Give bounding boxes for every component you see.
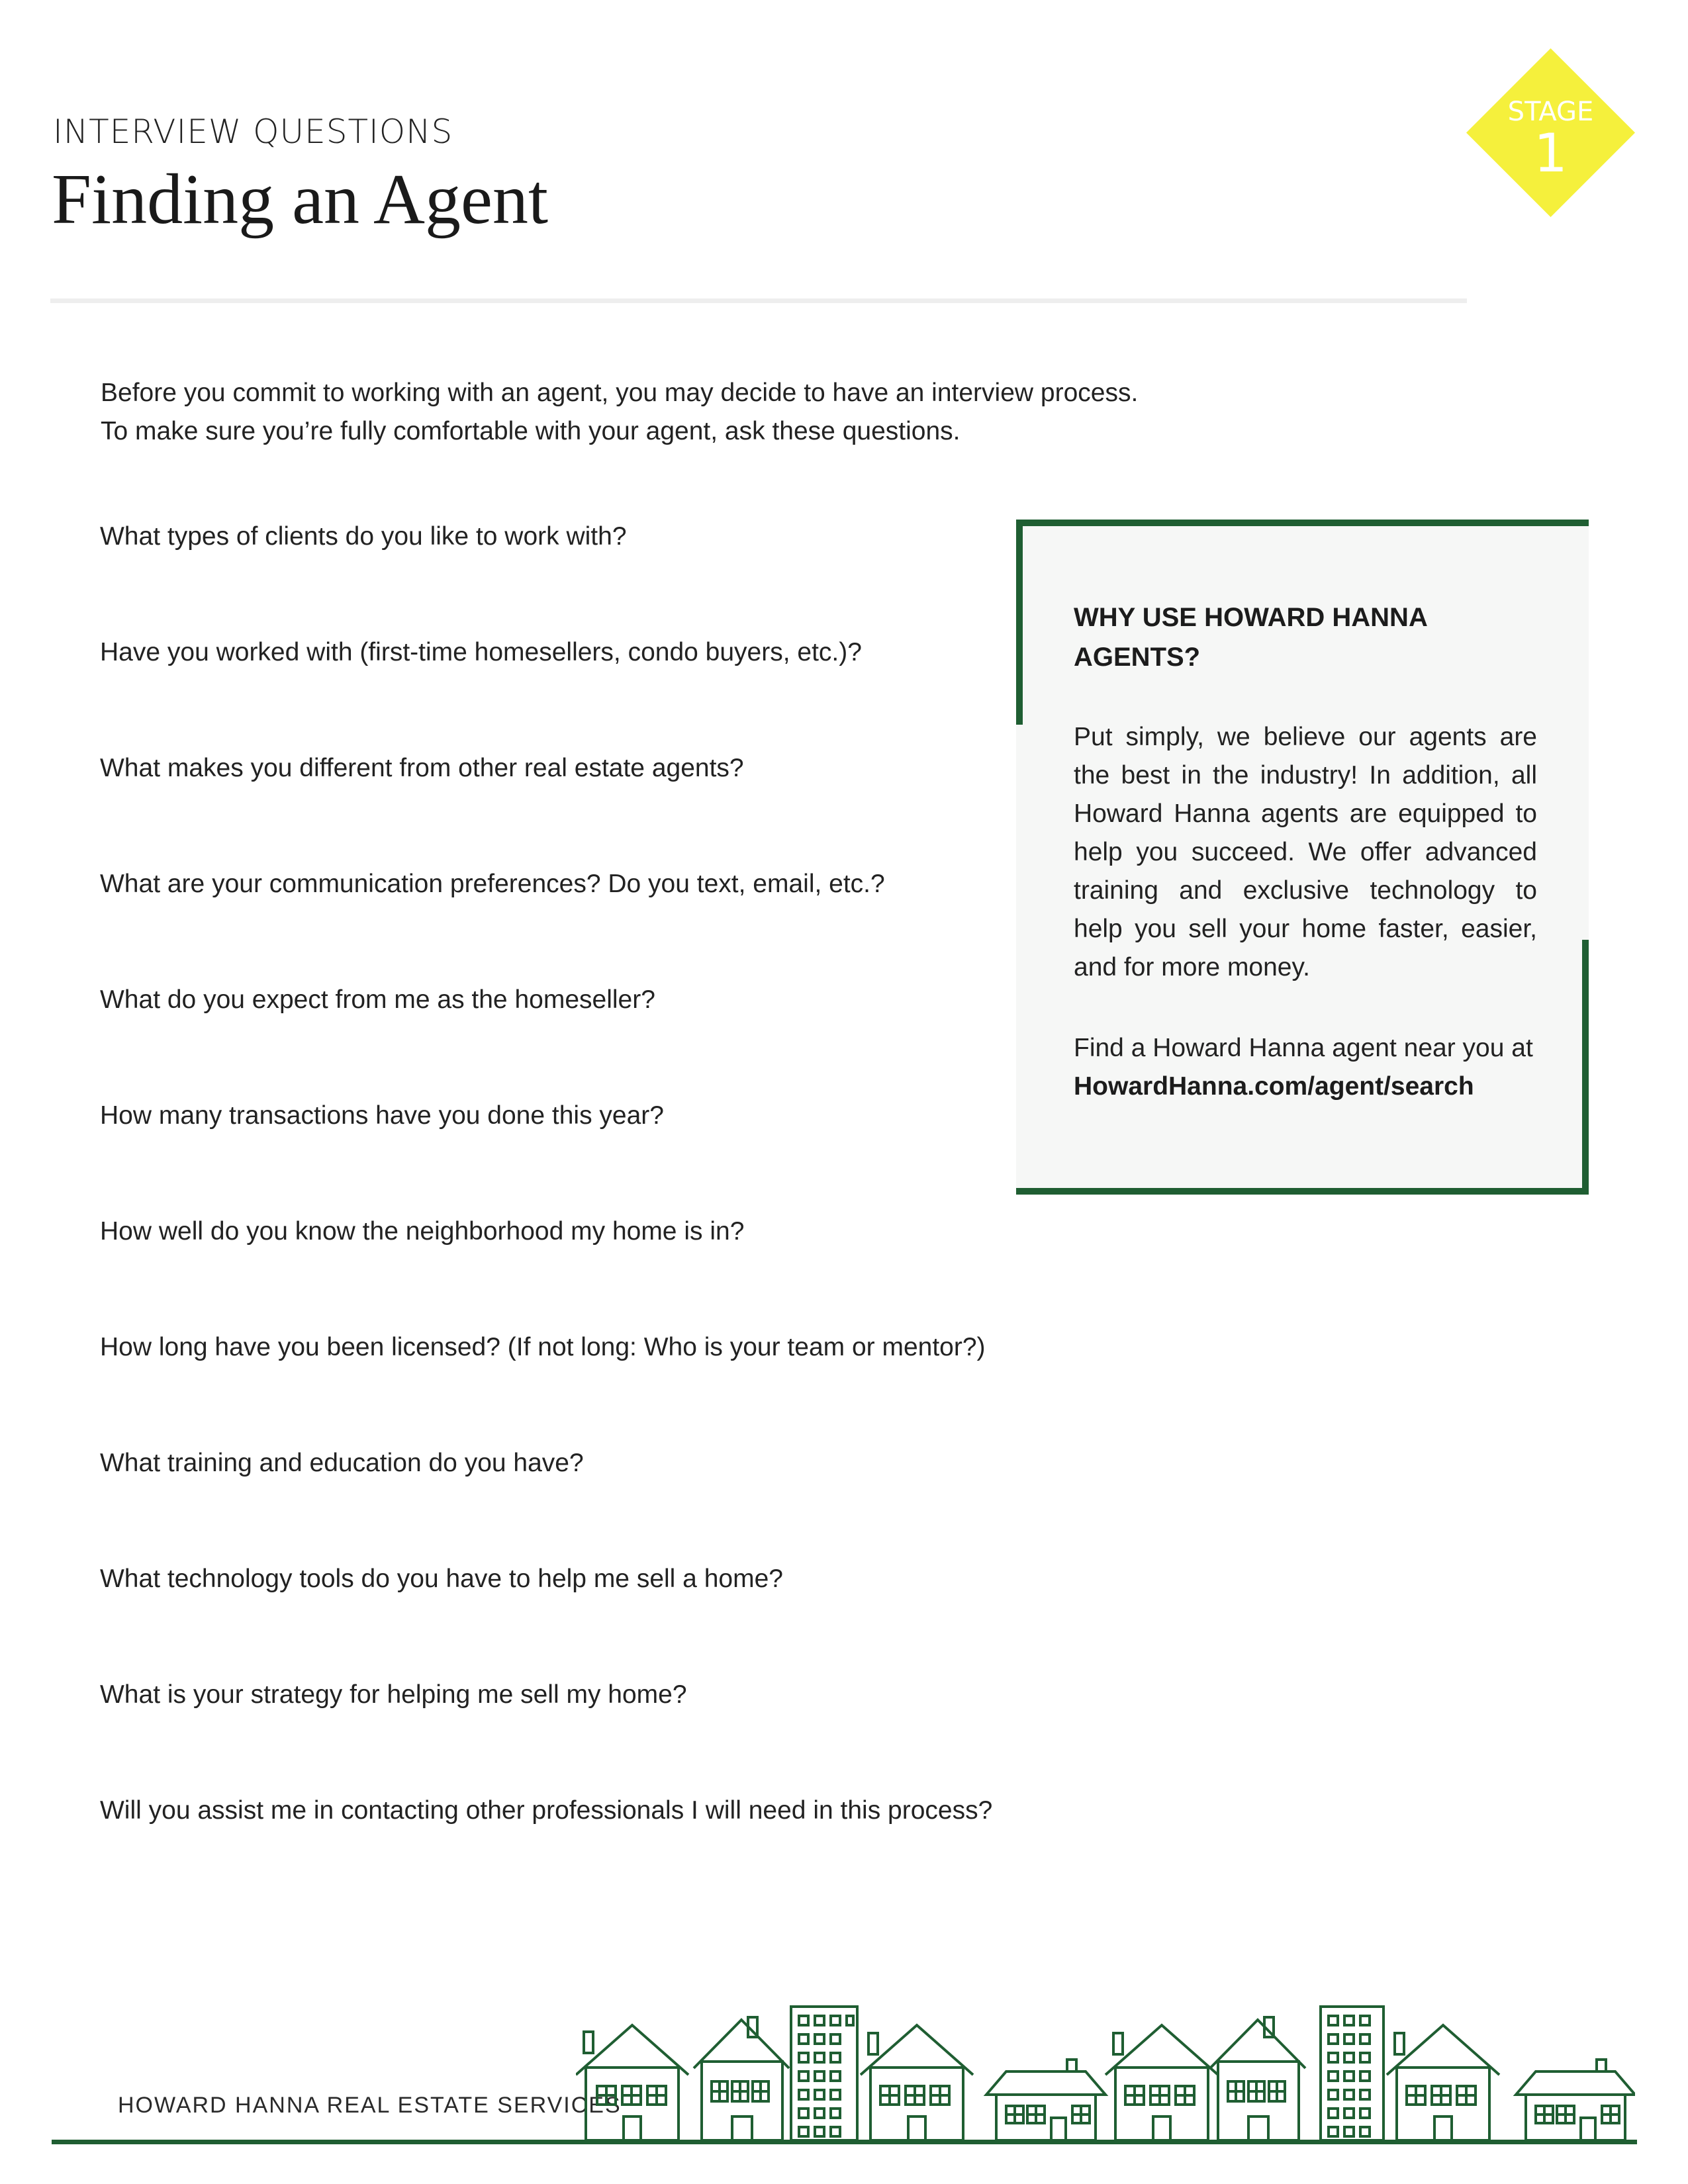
question-list — [100, 518, 1027, 1907]
question-item: What makes you different from other real estate agents? — [100, 754, 744, 782]
agent-search-link[interactable]: HowardHanna.com/agent/search — [1074, 1072, 1474, 1101]
house-skyline-icon — [576, 2005, 1635, 2141]
card-find-agent — [1074, 1029, 1550, 1106]
card-body: Put simply, we believe our agents are the best in the industry! In addition, all Howard Hanna agents are equipped to help you succeed. We offer advanced training and exclusive technology to help you sell your home faster, easier, and for more money. — [1074, 723, 1537, 981]
house-icon — [861, 2025, 973, 2140]
page-title: Finding an Agent — [52, 160, 548, 239]
question-item: How many transactions have you done this year? — [100, 1101, 664, 1130]
apartment-building-icon — [791, 2007, 857, 2140]
intro-line: Before you commit to working with an agent, you may decide to have an interview process. — [101, 379, 1139, 407]
header-divider — [50, 298, 1467, 303]
intro-paragraph — [101, 374, 1160, 451]
card-corner-border — [1016, 520, 1589, 526]
card-heading: WHY USE HOWARD HANNA AGENTS? — [1074, 603, 1427, 672]
question-item: What technology tools do you have to help me sell a home? — [100, 1565, 783, 1593]
question-item: Have you worked with (first-time homesellers, condo buyers, etc.)? — [100, 638, 862, 666]
question-item: How long have you been licensed? (If not long: Who is your team or mentor?) — [100, 1333, 986, 1361]
card-corner-border — [1016, 1188, 1589, 1195]
house-icon — [1387, 2025, 1499, 2140]
card-corner-border — [1582, 940, 1589, 1195]
house-icon — [986, 2060, 1105, 2140]
house-icon — [1516, 2060, 1635, 2140]
question-item: What do you expect from me as the homeseller? — [100, 985, 655, 1014]
house-icon — [1210, 2017, 1305, 2140]
stage-number: 1 — [1534, 122, 1568, 184]
intro-line: To make sure you’re fully comfortable with your agent, ask these questions. — [101, 417, 961, 445]
house-icon — [576, 2025, 688, 2140]
question-item: What training and education do you have? — [100, 1449, 584, 1477]
house-icon — [1105, 2025, 1218, 2140]
house-icon — [694, 2017, 789, 2140]
section-kicker: INTERVIEW QUESTIONS — [53, 113, 453, 151]
apartment-building-icon — [1321, 2007, 1383, 2140]
stage-label: STAGE — [1507, 97, 1594, 127]
question-item: What are your communication preferences? Do you text, email, etc.? — [100, 870, 885, 898]
find-agent-text: Find a Howard Hanna agent near you at — [1074, 1034, 1533, 1062]
why-howard-hanna-card — [1016, 520, 1589, 1195]
question-item: What types of clients do you like to work with? — [100, 522, 627, 551]
card-corner-border — [1016, 520, 1023, 725]
question-item: How well do you know the neighborhood my home is in? — [100, 1217, 745, 1246]
footer-brand: HOWARD HANNA REAL ESTATE SERVICES — [118, 2093, 622, 2118]
stage-badge — [1466, 48, 1635, 217]
question-item: Will you assist me in contacting other professionals I will need in this process? — [100, 1796, 993, 1825]
footer-ground-line — [52, 2140, 1637, 2144]
question-item: What is your strategy for helping me sell my home? — [100, 1680, 687, 1709]
